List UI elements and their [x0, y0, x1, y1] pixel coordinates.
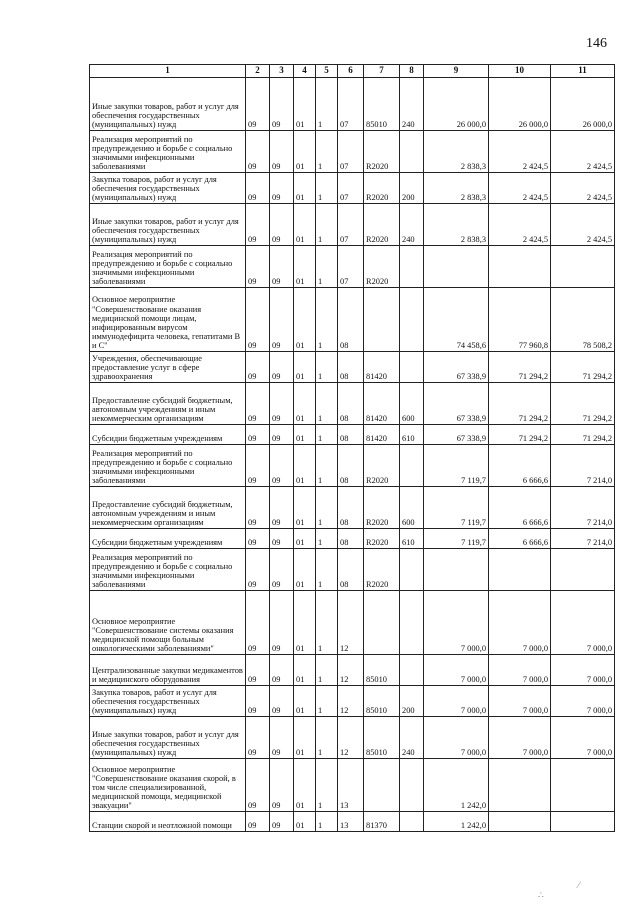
amount-cell: 2 838,3 [424, 131, 489, 173]
amount-cell: 7 000,0 [489, 655, 551, 686]
code-cell: 08 [338, 352, 364, 383]
code-cell: 08 [338, 383, 364, 425]
code-cell: 1 [316, 549, 338, 591]
table-row [90, 686, 615, 717]
code-cell: 08 [338, 425, 364, 445]
amount-cell: 6 666,6 [489, 529, 551, 549]
code-cell: 09 [246, 445, 270, 487]
code-cell: 1 [316, 78, 338, 131]
row-name: Станции скорой и неотложной помощи [90, 812, 246, 832]
table-row [90, 204, 615, 246]
code-cell: 09 [270, 352, 294, 383]
code-cell: 1 [316, 425, 338, 445]
code-cell: 01 [294, 686, 316, 717]
code-cell: 09 [246, 131, 270, 173]
target-code-cell: R2020 [364, 529, 400, 549]
amount-cell: 26 000,0 [489, 78, 551, 131]
col-header: 1 [90, 65, 246, 78]
code-cell: 09 [246, 78, 270, 131]
table-row [90, 487, 615, 529]
page-number: 146 [586, 36, 607, 51]
amount-cell [489, 549, 551, 591]
code-cell: 01 [294, 383, 316, 425]
amount-cell: 7 000,0 [489, 717, 551, 759]
code-cell: 1 [316, 759, 338, 812]
target-code-cell: R2020 [364, 246, 400, 288]
table-row [90, 383, 615, 425]
code-cell: 1 [316, 131, 338, 173]
code-cell: 09 [246, 717, 270, 759]
row-name: Иные закупки товаров, работ и услуг для обеспечения государственных (муниципальных) нужд [90, 717, 246, 759]
expense-type-cell [400, 288, 424, 352]
table-row [90, 529, 615, 549]
code-cell: 1 [316, 655, 338, 686]
code-cell: 08 [338, 529, 364, 549]
col-header: 8 [400, 65, 424, 78]
code-cell: 09 [270, 131, 294, 173]
table-row [90, 78, 615, 131]
code-cell: 08 [338, 549, 364, 591]
code-cell: 09 [246, 655, 270, 686]
amount-cell: 1 242,0 [424, 759, 489, 812]
amount-cell: 71 294,2 [489, 383, 551, 425]
code-cell: 09 [270, 717, 294, 759]
scan-mark: ⁄ [578, 880, 580, 890]
code-cell: 1 [316, 246, 338, 288]
table-row [90, 173, 615, 204]
target-code-cell: 81370 [364, 812, 400, 832]
expense-type-cell [400, 131, 424, 173]
amount-cell: 7 214,0 [551, 529, 615, 549]
code-cell: 09 [246, 549, 270, 591]
code-cell: 09 [246, 204, 270, 246]
row-name: Реализация мероприятий по предупреждению и борьбе с социально значимыми инфекционными заболеваниями [90, 549, 246, 591]
table-row [90, 655, 615, 686]
table-row [90, 759, 615, 812]
code-cell: 12 [338, 591, 364, 655]
row-name: Закупка товаров, работ и услуг для обеспечения государственных (муниципальных) нужд [90, 173, 246, 204]
col-header: 6 [338, 65, 364, 78]
amount-cell [551, 759, 615, 812]
code-cell: 1 [316, 812, 338, 832]
target-code-cell: R2020 [364, 445, 400, 487]
amount-cell: 71 294,2 [551, 383, 615, 425]
col-header: 5 [316, 65, 338, 78]
code-cell: 1 [316, 173, 338, 204]
code-cell: 09 [246, 529, 270, 549]
table-row [90, 131, 615, 173]
code-cell: 12 [338, 717, 364, 759]
amount-cell: 67 338,9 [424, 352, 489, 383]
expense-type-cell [400, 445, 424, 487]
amount-cell: 67 338,9 [424, 425, 489, 445]
amount-cell: 7 000,0 [424, 655, 489, 686]
code-cell: 09 [270, 591, 294, 655]
table-row [90, 591, 615, 655]
row-name: Основное мероприятие "Совершенствование оказания медицинской помощи лицам, инфицированным вирусом иммунодефицита человека, гепатитами В и С" [90, 288, 246, 352]
col-header: 10 [489, 65, 551, 78]
col-header: 9 [424, 65, 489, 78]
code-cell: 01 [294, 549, 316, 591]
table-row [90, 352, 615, 383]
row-name: Предоставление субсидий бюджетным, автономным учреждениям и иным некоммерческим организациям [90, 487, 246, 529]
amount-cell: 7 000,0 [551, 655, 615, 686]
amount-cell: 7 119,7 [424, 487, 489, 529]
expense-type-cell: 200 [400, 173, 424, 204]
expense-type-cell [400, 655, 424, 686]
code-cell: 09 [270, 204, 294, 246]
code-cell: 01 [294, 173, 316, 204]
code-cell: 09 [270, 529, 294, 549]
code-cell: 1 [316, 445, 338, 487]
row-name: Субсидии бюджетным учреждениям [90, 529, 246, 549]
row-name: Закупка товаров, работ и услуг для обеспечения государственных (муниципальных) нужд [90, 686, 246, 717]
expense-type-cell: 240 [400, 717, 424, 759]
amount-cell [424, 549, 489, 591]
row-name: Централизованные закупки медикаментов и медицинского оборудования [90, 655, 246, 686]
code-cell: 01 [294, 352, 316, 383]
code-cell: 1 [316, 591, 338, 655]
amount-cell: 26 000,0 [551, 78, 615, 131]
code-cell: 08 [338, 487, 364, 529]
amount-cell [489, 812, 551, 832]
target-code-cell [364, 591, 400, 655]
code-cell: 1 [316, 487, 338, 529]
code-cell: 09 [246, 288, 270, 352]
amount-cell: 71 294,2 [489, 352, 551, 383]
amount-cell: 71 294,2 [551, 425, 615, 445]
amount-cell: 2 424,5 [551, 131, 615, 173]
expense-type-cell: 600 [400, 487, 424, 529]
expense-type-cell [400, 759, 424, 812]
code-cell: 1 [316, 717, 338, 759]
row-name: Основное мероприятие "Совершенствование оказания скорой, в том числе специализированной, медицинской помощи, медицинской эвакуации" [90, 759, 246, 812]
code-cell: 01 [294, 78, 316, 131]
code-cell: 09 [270, 655, 294, 686]
code-cell: 09 [246, 173, 270, 204]
amount-cell: 7 000,0 [489, 591, 551, 655]
code-cell: 01 [294, 759, 316, 812]
row-name: Предоставление субсидий бюджетным, автономным учреждениям и иным некоммерческим организациям [90, 383, 246, 425]
target-code-cell: 85010 [364, 717, 400, 759]
col-header: 4 [294, 65, 316, 78]
amount-cell: 67 338,9 [424, 383, 489, 425]
amount-cell: 2 424,5 [489, 173, 551, 204]
code-cell: 09 [270, 686, 294, 717]
target-code-cell: 81420 [364, 352, 400, 383]
code-cell: 09 [270, 812, 294, 832]
code-cell: 01 [294, 591, 316, 655]
col-header: 11 [551, 65, 615, 78]
target-code-cell: R2020 [364, 549, 400, 591]
amount-cell: 7 000,0 [551, 591, 615, 655]
row-name: Реализация мероприятий по предупреждению и борьбе с социально значимыми инфекционными заболеваниями [90, 246, 246, 288]
code-cell: 12 [338, 655, 364, 686]
target-code-cell: R2020 [364, 487, 400, 529]
expense-type-cell: 200 [400, 686, 424, 717]
code-cell: 1 [316, 529, 338, 549]
code-cell: 08 [338, 288, 364, 352]
code-cell: 1 [316, 352, 338, 383]
code-cell: 09 [270, 549, 294, 591]
code-cell: 09 [270, 173, 294, 204]
amount-cell: 7 000,0 [551, 686, 615, 717]
expense-type-cell: 600 [400, 383, 424, 425]
table-row [90, 425, 615, 445]
target-code-cell: 81420 [364, 383, 400, 425]
code-cell: 09 [270, 288, 294, 352]
code-cell: 09 [270, 246, 294, 288]
code-cell: 1 [316, 686, 338, 717]
target-code-cell [364, 288, 400, 352]
table-row [90, 717, 615, 759]
expense-type-cell [400, 352, 424, 383]
code-cell: 09 [270, 425, 294, 445]
code-cell: 01 [294, 529, 316, 549]
amount-cell: 71 294,2 [489, 425, 551, 445]
code-cell: 07 [338, 246, 364, 288]
expense-type-cell: 610 [400, 529, 424, 549]
amount-cell: 7 119,7 [424, 529, 489, 549]
amount-cell [551, 246, 615, 288]
expense-type-cell: 610 [400, 425, 424, 445]
code-cell: 09 [246, 425, 270, 445]
amount-cell: 71 294,2 [551, 352, 615, 383]
amount-cell: 6 666,6 [489, 445, 551, 487]
header-row [90, 65, 615, 78]
amount-cell: 7 214,0 [551, 445, 615, 487]
code-cell: 13 [338, 812, 364, 832]
amount-cell: 7 214,0 [551, 487, 615, 529]
amount-cell: 7 000,0 [424, 717, 489, 759]
code-cell: 09 [270, 78, 294, 131]
code-cell: 1 [316, 288, 338, 352]
row-name: Учреждения, обеспечивающие предоставление услуг в сфере здравоохранения [90, 352, 246, 383]
amount-cell [551, 812, 615, 832]
amount-cell: 7 000,0 [424, 686, 489, 717]
code-cell: 01 [294, 445, 316, 487]
expense-type-cell [400, 812, 424, 832]
amount-cell: 2 838,3 [424, 173, 489, 204]
code-cell: 09 [246, 487, 270, 529]
code-cell: 07 [338, 131, 364, 173]
amount-cell: 7 000,0 [424, 591, 489, 655]
amount-cell: 7 000,0 [551, 717, 615, 759]
col-header: 2 [246, 65, 270, 78]
table-row [90, 812, 615, 832]
target-code-cell: R2020 [364, 131, 400, 173]
amount-cell: 2 424,5 [489, 131, 551, 173]
code-cell: 09 [270, 759, 294, 812]
target-code-cell: 85010 [364, 655, 400, 686]
row-name: Субсидии бюджетным учреждениям [90, 425, 246, 445]
expense-type-cell [400, 591, 424, 655]
code-cell: 07 [338, 78, 364, 131]
amount-cell [489, 246, 551, 288]
expense-type-cell: 240 [400, 204, 424, 246]
amount-cell: 7 119,7 [424, 445, 489, 487]
target-code-cell [364, 759, 400, 812]
row-name: Реализация мероприятий по предупреждению и борьбе с социально значимыми инфекционными заболеваниями [90, 131, 246, 173]
code-cell: 01 [294, 131, 316, 173]
table-row [90, 246, 615, 288]
row-name: Реализация мероприятий по предупреждению и борьбе с социально значимыми инфекционными заболеваниями [90, 445, 246, 487]
amount-cell: 2 424,5 [489, 204, 551, 246]
row-name: Иные закупки товаров, работ и услуг для обеспечения государственных (муниципальных) нужд [90, 78, 246, 131]
code-cell: 09 [246, 759, 270, 812]
target-code-cell: 81420 [364, 425, 400, 445]
target-code-cell: 85010 [364, 78, 400, 131]
code-cell: 09 [246, 686, 270, 717]
code-cell: 07 [338, 173, 364, 204]
code-cell: 09 [270, 487, 294, 529]
amount-cell: 2 424,5 [551, 204, 615, 246]
code-cell: 01 [294, 487, 316, 529]
code-cell: 09 [246, 812, 270, 832]
code-cell: 13 [338, 759, 364, 812]
expense-type-cell: 240 [400, 78, 424, 131]
code-cell: 1 [316, 383, 338, 425]
amount-cell [489, 759, 551, 812]
amount-cell: 2 838,3 [424, 204, 489, 246]
amount-cell: 1 242,0 [424, 812, 489, 832]
target-code-cell: R2020 [364, 204, 400, 246]
amount-cell: 78 508,2 [551, 288, 615, 352]
code-cell: 09 [246, 383, 270, 425]
row-name: Иные закупки товаров, работ и услуг для обеспечения государственных (муниципальных) нужд [90, 204, 246, 246]
code-cell: 07 [338, 204, 364, 246]
code-cell: 09 [246, 246, 270, 288]
table-row [90, 549, 615, 591]
code-cell: 01 [294, 246, 316, 288]
code-cell: 01 [294, 425, 316, 445]
code-cell: 12 [338, 686, 364, 717]
code-cell: 09 [246, 352, 270, 383]
col-header: 3 [270, 65, 294, 78]
code-cell: 1 [316, 204, 338, 246]
code-cell: 01 [294, 204, 316, 246]
expense-type-cell [400, 549, 424, 591]
table-row [90, 288, 615, 352]
col-header: 7 [364, 65, 400, 78]
amount-cell [424, 246, 489, 288]
code-cell: 08 [338, 445, 364, 487]
amount-cell: 7 000,0 [489, 686, 551, 717]
code-cell: 09 [270, 445, 294, 487]
code-cell: 01 [294, 655, 316, 686]
scan-mark: ∴ [538, 890, 544, 900]
code-cell: 09 [246, 591, 270, 655]
row-name: Основное мероприятие "Совершенствование системы оказания медицинской помощи больным онкологическими заболеваниями" [90, 591, 246, 655]
expense-type-cell [400, 246, 424, 288]
table-row [90, 445, 615, 487]
code-cell: 09 [270, 383, 294, 425]
code-cell: 01 [294, 717, 316, 759]
code-cell: 01 [294, 812, 316, 832]
amount-cell: 74 458,6 [424, 288, 489, 352]
amount-cell: 2 424,5 [551, 173, 615, 204]
amount-cell: 26 000,0 [424, 78, 489, 131]
amount-cell: 77 960,8 [489, 288, 551, 352]
amount-cell: 6 666,6 [489, 487, 551, 529]
target-code-cell: 85010 [364, 686, 400, 717]
target-code-cell: R2020 [364, 173, 400, 204]
code-cell: 01 [294, 288, 316, 352]
amount-cell [551, 549, 615, 591]
budget-table [89, 64, 615, 832]
